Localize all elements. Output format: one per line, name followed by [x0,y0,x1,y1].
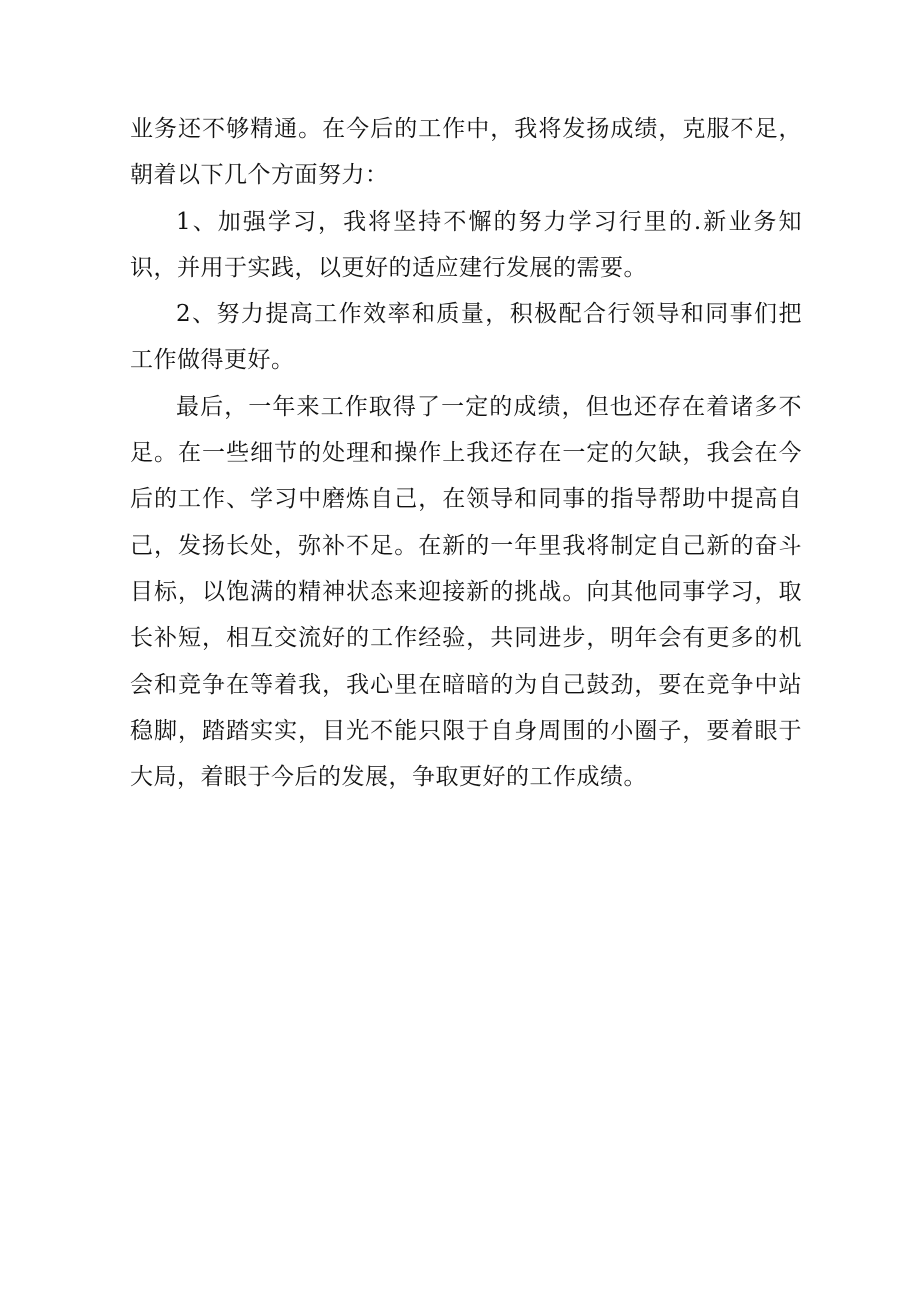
paragraph-continuation: 业务还不够精通。在今后的工作中，我将发扬成绩，克服不足，朝着以下几个方面努力： [130,116,802,189]
paragraph-conclusion: 最后，一年来工作取得了一定的成绩，但也还存在着诸多不足。在一些细节的处理和操作上我还存在一定的欠缺，我会在今后的工作、学习中磨炼自己，在领导和同事的指导帮助中提高自己，发扬长处，弥补不足。在新的一年里我将制定自己新的奋斗目标，以饱满的精神状态来迎接新的挑战。向其他同事学习，取长补短，相互交流好的工作经验，共同进步，明年会有更多的机会和竞争在等着我，我心里在暗暗的为自己鼓劲，要在竞争中站稳脚，踏踏实实，目光不能只限于自身周围的小圈子，要着眼于大局，着眼于今后的发展，争取更好的工作成绩。 [130,393,802,791]
paragraph-item-1: 1、加强学习，我将坚持不懈的努力学习行里的.新业务知识，并用于实践，以更好的适应建行发展的需要。 [130,208,802,281]
paragraph-item-2: 2、努力提高工作效率和质量，积极配合行领导和同事们把工作做得更好。 [130,301,802,374]
document-body [130,106,802,800]
